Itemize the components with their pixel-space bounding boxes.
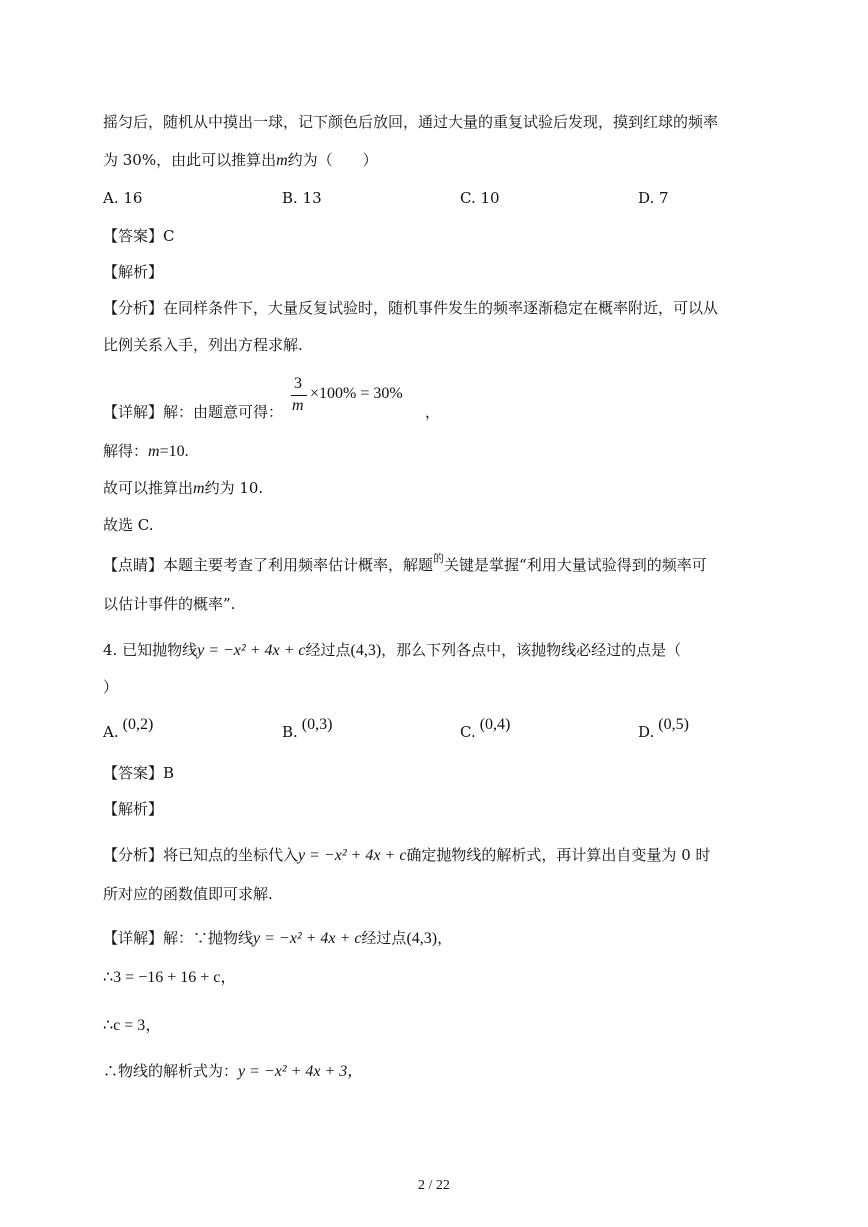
q3-xiangjie-comma: ， [425,403,441,421]
q4-step2: ∴c = 3， [103,1017,162,1034]
q4-option-a: A. (0,2) [103,716,154,741]
q4-fenxi-line1: 【分析】将已知点的坐标代入y = −x² + 4x + c确定抛物线的解析式，再计算出自变量为 0 时 [103,846,711,864]
q3-solve-line: 解得：m=10. [103,442,189,460]
q4-option-c: C. (0,4) [460,716,511,741]
q4-answer: 【答案】B [103,764,175,782]
q4-step1: ∴3 = −16 + 16 + c， [103,969,237,986]
q3-answer: 【答案】C [103,227,175,245]
q4-stem-line1: 4. 已知抛物线y = −x² + 4x + c经过点(4,3)，那么下列各点中，该抛物线必经过的点是（ [103,641,682,659]
q3-dianjing-line2: 以估计事件的概率”. [103,595,236,613]
q3-option-a: A. 16 [103,189,143,207]
fraction-numerator: 3 [294,375,302,392]
q4-option-b: B. (0,3) [282,716,333,741]
q4-function: y = −x² + 4x + c [197,642,306,659]
q3-analysis-heading: 【解析】 [103,263,164,281]
q3-option-d: D. 7 [638,189,669,207]
q3-choose-line: 故选 C. [103,516,154,534]
q3-option-b: B. 13 [282,189,322,207]
q4-fenxi-line2: 所对应的函数值即可求解. [103,885,273,903]
q3-option-c: C. 10 [460,189,500,207]
q3-stem-line2: 为 30%，由此可以推算出m约为（ ） [103,151,378,169]
q3-fenxi-line1: 【分析】在同样条件下，大量反复试验时，随机事件发生的频率逐渐稳定在概率附近，可以从 [103,299,719,317]
q4-stem-line2: ） [103,678,119,696]
q3-dianjing-line1: 【点睛】本题主要考查了利用频率估计概率，解题$^的$关键是掌握“利用大量试验得到的频率可 [103,552,707,574]
q3-xiangjie-line: 【详解】解：由题意可得： [103,403,284,421]
fraction-rest: ×100% = 30% [310,385,403,402]
q4-xiangjie-line: 【详解】解：∵抛物线y = −x² + 4x + c经过点(4,3)， [103,929,453,947]
q3-fenxi-line2: 比例关系入手，列出方程求解. [103,336,303,354]
fraction-denominator: m [292,397,304,414]
q4-analysis-heading: 【解析】 [103,800,164,818]
q4-step3: ∴物线的解析式为：y = −x² + 4x + 3， [103,1062,364,1080]
q3-stem-line1: 摇匀后，随机从中摸出一球，记下颜色后放回，通过大量的重复试验后发现，摸到红球的频率 [103,113,719,131]
q3-infer-line: 故可以推算出m约为 10. [103,479,264,497]
fraction-bar [291,395,307,396]
page-number: 2 / 22 [418,1178,450,1193]
q4-option-d: D. (0,5) [638,716,689,741]
